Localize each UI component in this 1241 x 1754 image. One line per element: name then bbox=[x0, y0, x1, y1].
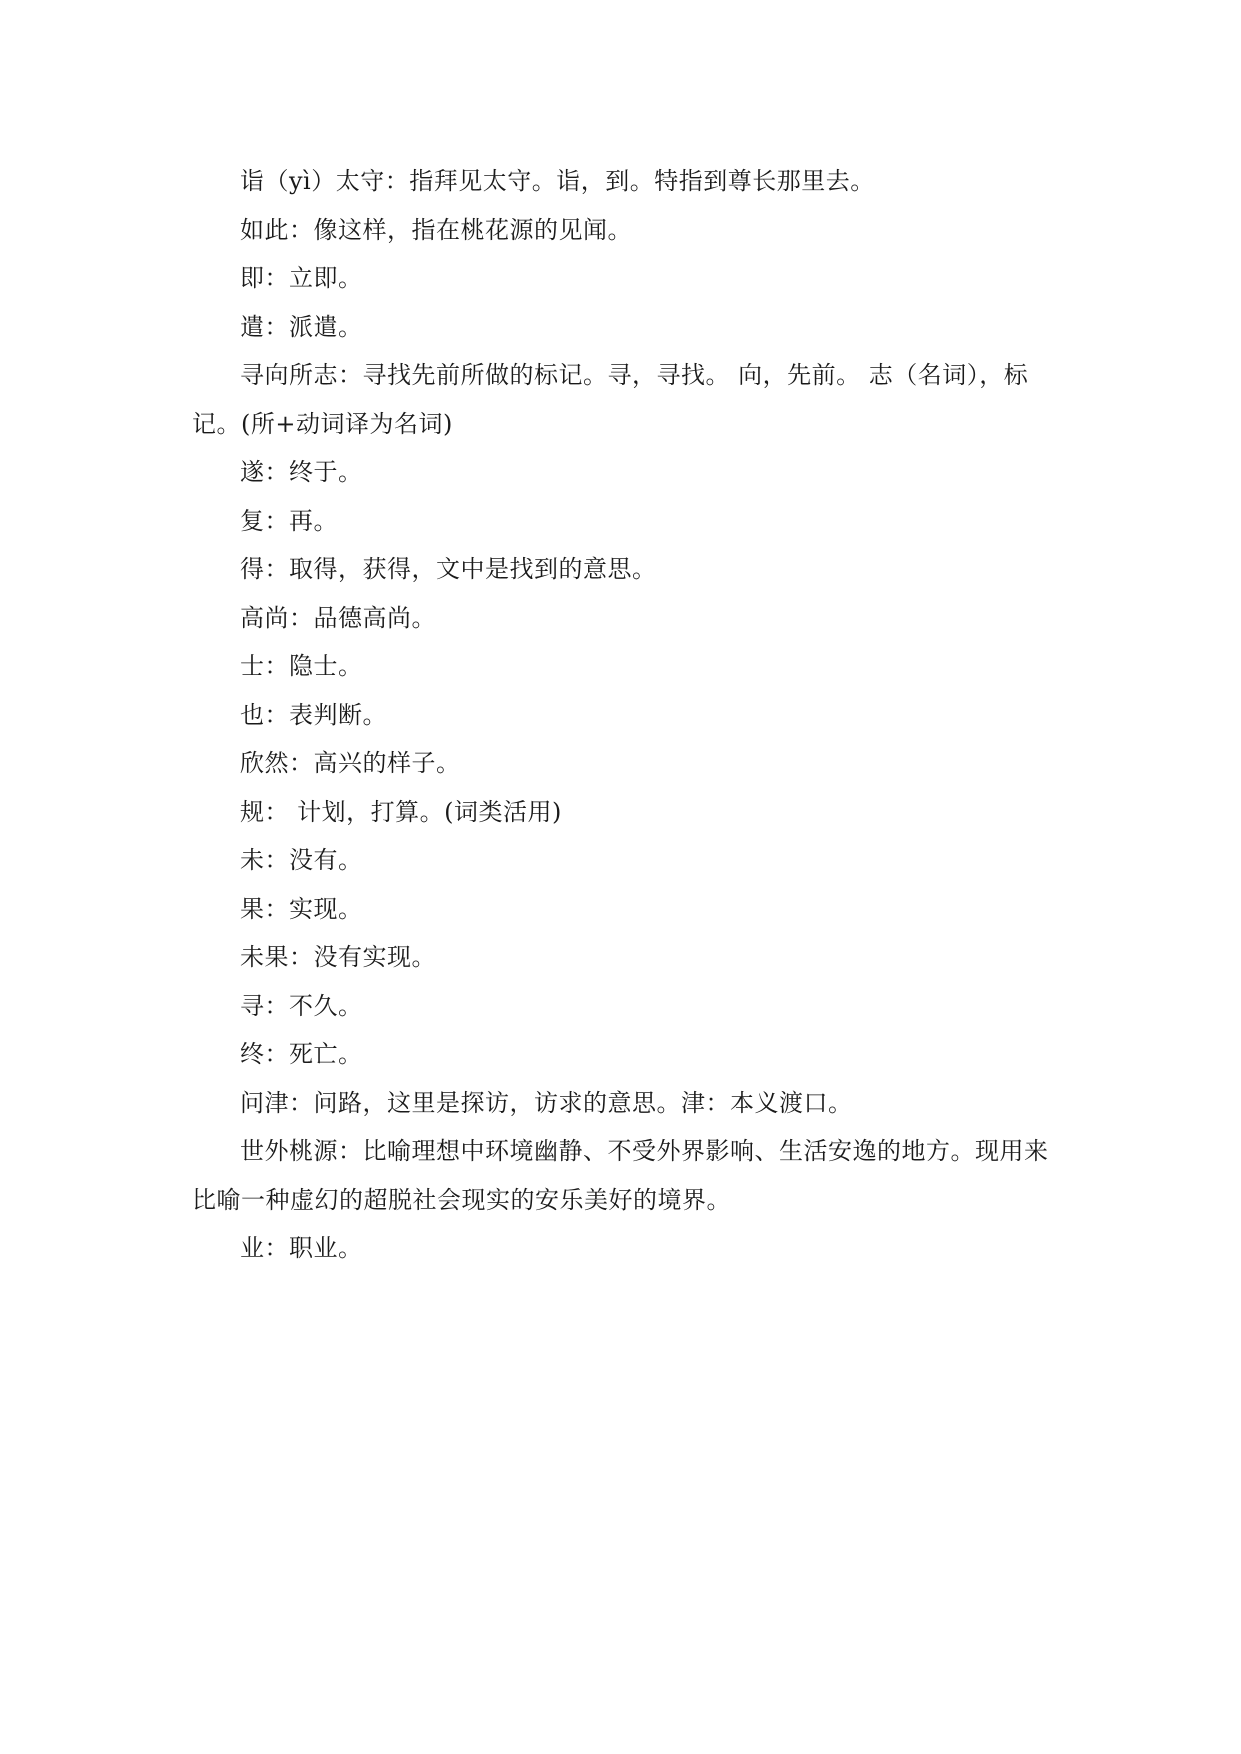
glossary-entry: 世外桃源：比喻理想中环境幽静、不受外界影响、生活安逸的地方。现用来比喻一种虚幻的超脱社会现实的安乐美好的境界。 bbox=[192, 1137, 1049, 1214]
glossary-entry: 欣然：高兴的样子。 bbox=[240, 749, 461, 777]
glossary-entry: 高尚：品德高尚。 bbox=[240, 603, 436, 632]
glossary-entry: 终：死亡。 bbox=[240, 1040, 363, 1068]
glossary-entry: 业：职业。 bbox=[240, 1234, 363, 1262]
glossary-entry: 复：再。 bbox=[240, 506, 338, 535]
glossary-entry: 规： 计划，打算。(词类活用) bbox=[240, 797, 562, 826]
glossary-entry: 也：表判断。 bbox=[240, 700, 387, 729]
glossary-entry: 未：没有。 bbox=[240, 846, 363, 874]
glossary-content bbox=[192, 157, 1056, 1273]
glossary-entry: 遂：终于。 bbox=[240, 458, 363, 486]
glossary-entry: 如此：像这样，指在桃花源的见闻。 bbox=[240, 215, 632, 244]
glossary-entry: 未果：没有实现。 bbox=[240, 943, 436, 971]
glossary-entry: 即：立即。 bbox=[240, 264, 363, 292]
glossary-entry: 得：取得，获得，文中是找到的意思。 bbox=[240, 555, 657, 583]
glossary-entry: 果：实现。 bbox=[240, 894, 363, 923]
glossary-entry: 寻：不久。 bbox=[240, 991, 363, 1020]
glossary-entry: 问津：问路，这里是探访，访求的意思。津：本义渡口。 bbox=[240, 1088, 853, 1117]
glossary-entry: 士：隐士。 bbox=[240, 652, 363, 680]
glossary-entry: 诣（yì）太守：指拜见太守。诣，到。特指到尊长那里去。 bbox=[240, 167, 875, 195]
glossary-entry: 遣：派遣。 bbox=[240, 312, 363, 341]
glossary-entry: 寻向所志：寻找先前所做的标记。寻，寻找。 向，先前。 志（名词），标记。(所+动词译为名词) bbox=[192, 361, 1029, 438]
